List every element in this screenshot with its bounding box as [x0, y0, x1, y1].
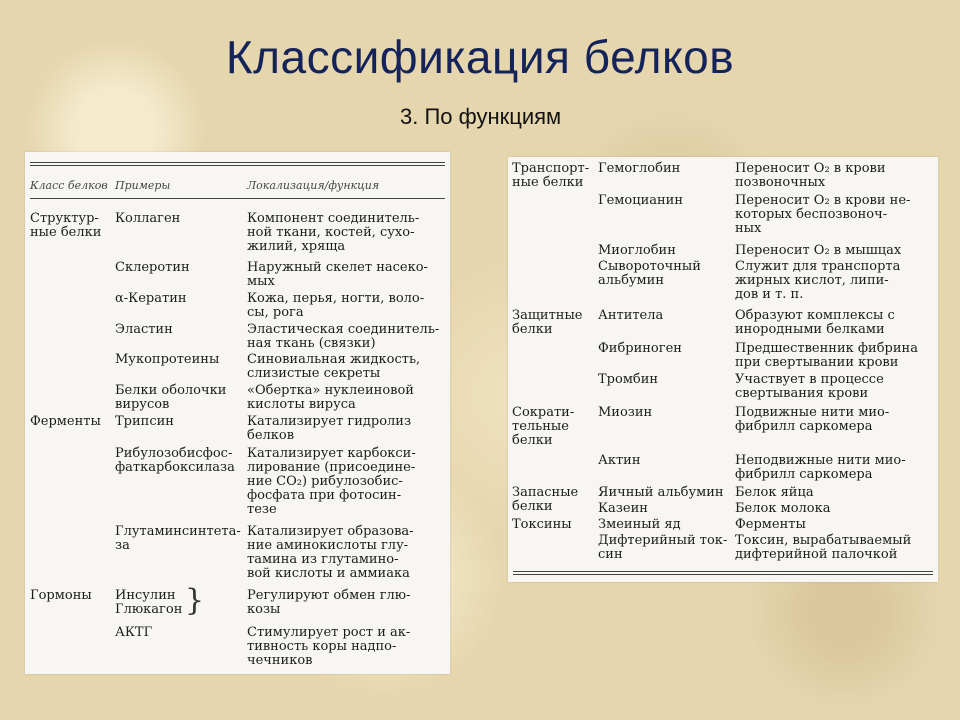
function-cell: Эластическая соединитель- ная ткань (связки) — [247, 322, 440, 351]
function-cell: Токсин, вырабатываемый дифтерийной палочкой — [735, 533, 912, 562]
example-cell: Тромбин — [598, 372, 659, 387]
table-rule — [30, 162, 445, 163]
example-cell: Антитела — [598, 308, 664, 323]
example-cell: Коллаген — [115, 211, 181, 226]
example-cell: Рибулозобисфос- фаткарбоксилаза — [115, 446, 235, 475]
function-cell: Переносит O₂ в крови позвоночных — [735, 161, 886, 190]
header-examples: Примеры — [115, 179, 171, 192]
example-cell: Белки оболочки вирусов — [115, 383, 227, 412]
function-cell: Синовиальная жидкость, слизистые секреты — [247, 352, 421, 381]
class-cell: Транспорт- ные белки — [512, 161, 590, 190]
header-class: Класс белков — [30, 179, 108, 192]
function-cell: Катализирует карбокси- лирование (присоедине- ние CO₂) рибулозобис- фосфата при фотосин- тезе — [247, 446, 416, 517]
example-cell: α-Кератин — [115, 291, 187, 306]
function-cell: Белок яйца — [735, 485, 814, 500]
function-cell: Катализирует образова- ние аминокислоты глу- тамина из глутамино- вой кислоты и аммиака — [247, 524, 414, 581]
example-cell: Миозин — [598, 405, 653, 420]
example-cell: Трипсин — [115, 414, 174, 429]
function-cell: Катализирует гидролиз белков — [247, 414, 412, 443]
function-cell: «Обертка» нуклеиновой кислоты вируса — [247, 383, 414, 412]
class-cell: Токсины — [512, 517, 572, 532]
function-cell: Служит для транспорта жирных кислот, липи- дов и т. п. — [735, 259, 901, 302]
function-cell: Ферменты — [735, 517, 806, 532]
brace-symbol: } — [185, 583, 205, 618]
slide-title: Классификация белков — [225, 31, 735, 83]
example-cell: Гемоцианин — [598, 193, 684, 208]
function-cell: Белок молока — [735, 501, 831, 516]
function-cell: Переносит O₂ в крови не- которых беспозвоноч- ных — [735, 193, 911, 236]
class-cell: Гормоны — [30, 588, 92, 603]
example-cell: Миоглобин — [598, 243, 676, 258]
function-cell: Кожа, перья, ногти, воло- сы, рога — [247, 291, 425, 320]
function-cell: Компонент соединитель- ной ткани, костей, сухо- жилий, хряща — [247, 211, 420, 254]
example-cell: Актин — [598, 453, 641, 468]
example-cell: Сывороточный альбумин — [598, 259, 701, 288]
function-cell: Регулируют обмен глю- козы — [247, 588, 411, 617]
function-cell: Предшественник фибрина при свертывании крови — [735, 341, 918, 370]
class-cell: Структур- ные белки — [30, 211, 102, 240]
function-cell: Стимулирует рост и ак- тивность коры надпо- чечников — [247, 625, 411, 668]
example-cell: Казеин — [598, 501, 648, 516]
left-table-scan — [25, 152, 450, 674]
class-cell: Ферменты — [30, 414, 101, 429]
function-cell: Подвижные нити мио- фибрилл саркомера — [735, 405, 890, 434]
table-rule — [30, 198, 445, 199]
example-cell: Инсулин Глюкагон — [115, 588, 183, 617]
example-cell: Гемоглобин — [598, 161, 681, 176]
function-cell: Неподвижные нити мио- фибрилл саркомера — [735, 453, 906, 482]
example-cell: Дифтерийный ток- син — [598, 533, 728, 562]
table-rule — [513, 574, 933, 575]
example-cell: Яичный альбумин — [598, 485, 724, 500]
table-rule — [513, 571, 933, 572]
class-cell: Сократи- тельные белки — [512, 405, 575, 448]
example-cell: АКТГ — [115, 625, 153, 640]
function-cell: Образуют комплексы с инородными белками — [735, 308, 895, 337]
function-cell: Наружный скелет насеко- мых — [247, 260, 428, 289]
example-cell: Склеротин — [115, 260, 190, 275]
example-cell: Мукопротеины — [115, 352, 220, 367]
header-function: Локализация/функция — [247, 179, 380, 192]
function-cell: Переносит O₂ в мышцах — [735, 243, 902, 258]
example-cell: Фибриноген — [598, 341, 682, 356]
function-cell: Участвует в процессе свертывания крови — [735, 372, 884, 401]
class-cell: Запасные белки — [512, 485, 579, 514]
slide-subtitle: 3. По функциям — [400, 104, 562, 129]
example-cell: Змеиный яд — [598, 517, 681, 532]
class-cell: Защитные белки — [512, 308, 583, 337]
right-table-scan — [508, 157, 938, 582]
example-cell: Глутаминсинтета- за — [115, 524, 241, 553]
example-cell: Эластин — [115, 322, 173, 337]
table-rule — [30, 165, 445, 166]
